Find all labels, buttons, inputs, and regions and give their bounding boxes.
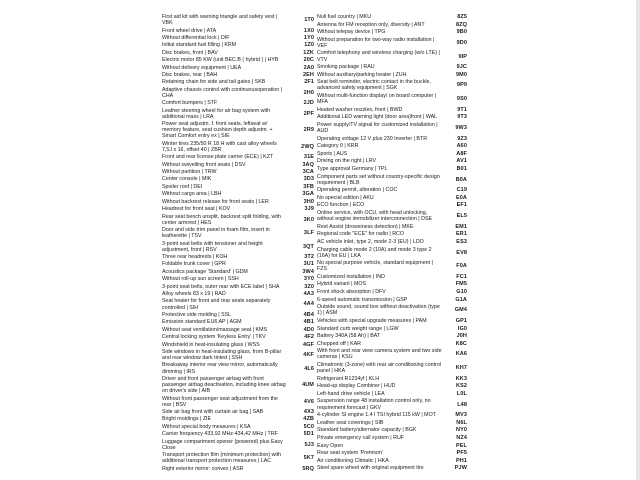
option-code: KS2	[456, 383, 467, 390]
option-row	[162, 416, 314, 422]
option-code: 1Z0	[304, 42, 314, 49]
option-code: A60	[456, 143, 467, 150]
option-row	[317, 458, 467, 464]
option-row	[162, 184, 314, 190]
option-row	[317, 174, 467, 186]
option-description: Battery 340A (58 Ah) | BAT	[317, 333, 381, 340]
option-description: Without seat ventilation/massage seat | KMS	[162, 326, 268, 333]
option-description: Without roll-up sun screen | SSH	[162, 276, 239, 283]
option-row	[162, 241, 314, 253]
option-row	[162, 227, 314, 239]
option-description: Seat belt reminder, electric contact in the buckle, advanced safety equipment | SGK	[317, 79, 431, 92]
option-row	[162, 254, 314, 260]
option-description: Central locking system 'Keyless Entry' | TKV	[162, 334, 266, 341]
option-description: 3-point seat belts with tensioner and height adjustment, front | RSV	[162, 240, 263, 253]
option-row	[317, 231, 467, 237]
option-row	[317, 391, 467, 397]
option-row	[162, 65, 314, 71]
option-description: AC vehicle inlet, type 2, mode 2-3 (EU) | LDO	[317, 238, 424, 245]
option-code: 4A4	[303, 301, 314, 308]
option-row	[317, 29, 467, 35]
option-row	[317, 274, 467, 280]
option-description: Operating voltage 12 V plus 230 Inverter | BTR	[317, 135, 428, 142]
option-description: Power seat adjustm. f. front seats, leftseat w/ memory feature, seat cushion depth adjustm. + Smart Comfort entry ex | SIE	[162, 121, 273, 140]
option-description: Bright moldings | ZIE	[162, 416, 212, 423]
option-row	[162, 396, 314, 408]
option-row	[162, 154, 314, 160]
option-list-right	[317, 14, 467, 472]
option-code: 9B0	[456, 29, 467, 36]
option-code: 9S0	[456, 96, 467, 103]
option-code: 1ZK	[303, 49, 314, 56]
option-description: Comfort telephony and wireless charging (w/o LTE) | VTV	[317, 50, 440, 63]
option-code: 3W4	[302, 268, 314, 275]
option-description: Head-up display Combiner | HUD	[317, 383, 396, 390]
option-code: IG0	[457, 325, 467, 332]
option-code: PJW	[454, 465, 467, 472]
option-code: 20C	[303, 57, 314, 64]
option-row	[162, 319, 314, 325]
option-description: Sports | AUS	[317, 150, 348, 157]
option-row	[317, 435, 467, 441]
option-description: Disc brakes, front | BAV	[162, 49, 218, 56]
option-code: 2PF	[303, 110, 314, 117]
option-row	[162, 466, 314, 472]
option-description: Driver and front passenger airbag with front passenger airbag deactivation, including knee airbag on driver's side | AIB	[162, 375, 286, 395]
option-description: Leather seat coverings | SIB	[317, 419, 384, 426]
option-code: G1A	[455, 296, 467, 303]
option-row	[317, 383, 467, 389]
option-description: First aid kit with warning triangle and safety vest | VBK	[162, 14, 278, 27]
option-code: 4KF	[303, 352, 314, 359]
option-row	[317, 450, 467, 456]
option-code: AV1	[456, 158, 467, 165]
option-description: Rest Assist (drowsiness detection) | MKE	[317, 223, 414, 230]
option-code: 8Z5	[457, 14, 467, 20]
option-code: B0A	[455, 176, 467, 183]
option-code: 5RQ	[302, 465, 314, 472]
option-description: Three rear headrests | KOH	[162, 254, 228, 260]
option-row	[317, 50, 467, 62]
option-description: Driving on the right | LRV	[317, 158, 376, 165]
option-row	[162, 431, 314, 437]
option-row	[162, 162, 314, 168]
option-row	[162, 409, 314, 415]
option-description: Without partition | TRW	[162, 169, 217, 176]
option-description: No special edition | AKU	[317, 194, 374, 201]
option-description: Suspension range 48 installation control only, no requirement forecast | GKV	[317, 398, 431, 411]
option-code: 1T0	[304, 17, 314, 24]
option-row	[162, 191, 314, 197]
option-row	[317, 143, 467, 149]
option-row	[162, 261, 314, 267]
option-code: 4ZB	[303, 416, 314, 423]
option-description: Headrest for front seat | KOV	[162, 206, 231, 213]
option-description: Without multi-function display/ on board computer | MFA	[317, 93, 437, 106]
option-description: Customized installation | IND	[317, 273, 385, 280]
option-row	[317, 37, 467, 49]
option-row	[162, 169, 314, 175]
option-code: K8C	[455, 340, 467, 347]
option-row	[317, 420, 467, 426]
option-description: Refrigerant R1234yf | KLH	[317, 375, 380, 382]
option-row	[162, 452, 314, 464]
option-description: Leather steering wheel for air bag system with additional mass | LRA	[162, 107, 271, 120]
option-code: GP1	[455, 317, 467, 324]
option-code: 2JD	[303, 100, 314, 107]
option-row	[317, 239, 467, 245]
option-description: Without swivelling front seats | DSV	[162, 161, 246, 168]
option-code: 2WQ	[301, 143, 314, 150]
option-code: 9W3	[455, 124, 467, 131]
option-description: Without differential lock | DIF	[162, 34, 230, 41]
option-code: PEL	[456, 442, 467, 449]
option-row	[317, 427, 467, 433]
option-row	[317, 202, 467, 208]
option-description: Additional LED warning light (door area)front | WAL	[317, 114, 438, 121]
option-code: 3U1	[303, 261, 314, 268]
option-code: F0A	[456, 263, 467, 270]
option-row	[162, 35, 314, 41]
option-code: 2H0	[303, 89, 314, 96]
option-row	[162, 141, 314, 153]
option-code: 9Z3	[457, 135, 467, 142]
option-code: GM4	[454, 307, 467, 314]
option-description: Breakaway interior rear view mirror, automatically dimming | IRS	[162, 362, 278, 375]
option-row	[162, 176, 314, 182]
option-code: PH1	[456, 457, 467, 464]
option-row	[317, 247, 467, 259]
option-description: Antenna for FM reception only, diversity | ANT	[317, 21, 425, 28]
option-code: 4B1	[303, 319, 314, 326]
option-row	[162, 334, 314, 340]
page-edge	[636, 0, 640, 480]
option-code: EV8	[456, 249, 467, 256]
option-row	[317, 281, 467, 287]
option-description: Center console | MIK	[162, 176, 212, 183]
option-description: Side windows in heat-insulating glass, from B-pillar and rear window dark tinted | SSH	[162, 348, 282, 362]
option-row	[317, 14, 467, 20]
option-code: 9D0	[456, 39, 467, 46]
option-code: 3T2	[304, 254, 314, 260]
option-code: 4UM	[302, 382, 314, 389]
option-code: 2F1	[304, 79, 314, 86]
option-row	[162, 327, 314, 333]
option-code: 3D3	[303, 176, 314, 183]
option-description: Protective side molding | SSL	[162, 311, 232, 318]
option-description: 4-cylinder SI engine 1.4 l TSI hybrid 115 kW | MOT	[317, 412, 436, 419]
option-row	[162, 298, 314, 310]
option-code: C19	[456, 187, 467, 194]
option-code: ER1	[456, 231, 467, 238]
option-code: L0L	[456, 390, 467, 397]
option-code: 2EH	[303, 71, 314, 78]
option-code: 2A0	[303, 64, 314, 71]
option-code: 3FB	[303, 183, 314, 190]
option-description: Air conditioning Climatic | HKA	[317, 457, 389, 464]
option-description: Spoiler roof | DEI	[162, 183, 203, 190]
option-code: 5D1	[303, 431, 314, 438]
option-code: 4V6	[303, 398, 314, 405]
option-description: Luggage compartment opener (powered) plus Easy Close	[162, 438, 283, 451]
option-row	[162, 284, 314, 290]
option-code: A8F	[456, 150, 467, 157]
option-description: Component parts set without country-specific design requirement | BLB	[317, 173, 440, 186]
option-description: With front and rear view camera system and two side cameras | KSU	[317, 348, 442, 361]
option-row	[162, 206, 314, 212]
option-code: 4F2	[304, 334, 314, 341]
option-row	[317, 158, 467, 164]
option-code: 2R9	[303, 127, 314, 134]
option-row	[162, 100, 314, 106]
option-code: E0A	[456, 194, 467, 201]
option-row	[162, 269, 314, 275]
option-description: Left-hand drive vehicle | LEA	[317, 390, 385, 397]
option-row	[317, 443, 467, 449]
option-description: Front shock absorption | DFV	[317, 289, 386, 296]
option-code: 4B4	[303, 311, 314, 318]
option-description: Side air bag front with curtain air bag | SAB	[162, 409, 264, 416]
option-description: Private emergency call system | RUF	[317, 434, 405, 441]
option-code: 4A3	[303, 291, 314, 298]
option-code: ES3	[456, 238, 467, 245]
option-code: 4X3	[303, 409, 314, 416]
option-description: Rear seat system 'Premium'	[317, 450, 383, 457]
option-code: 3AQ	[302, 161, 314, 168]
option-description: Regional code "ECE" for radio | RCO	[317, 231, 404, 238]
option-row	[162, 50, 314, 56]
option-description: Power supply/TV signal for customized installation | AUD	[317, 121, 438, 134]
option-description: Door and side trim panel in foam film, insert in leatherette | TSV	[162, 227, 270, 240]
option-code: 9JC	[456, 64, 467, 71]
option-code: KK3	[455, 375, 467, 382]
option-code: KH7	[455, 365, 467, 372]
option-description: Easy Open	[317, 442, 344, 449]
option-code: 31E	[303, 154, 314, 161]
option-row	[162, 87, 314, 99]
option-list-left	[162, 14, 314, 472]
option-code: 3J9	[304, 206, 314, 213]
option-description: Hybrid variant | MOS	[317, 281, 367, 288]
option-description: Steel spare wheel with original equipment tire	[317, 465, 424, 472]
option-row	[162, 121, 314, 139]
option-description: Winter tires 235/50 R 18 H with cast alloy wheels 7,5J x 16, offset 40 | ZBR	[162, 140, 277, 153]
option-description: Emission standard EU6 AP | AGM	[162, 319, 242, 326]
option-description: Carrier frequency 433,92 MHz-434,42 MHz | TRF	[162, 431, 278, 438]
option-description: No special purpose vehicle, standard equipment | FZS	[317, 260, 433, 273]
option-code: 9IP	[458, 53, 467, 60]
option-description: Without auxiliary/parking heater | ZUH	[317, 71, 407, 78]
option-code: 5K7	[303, 455, 314, 462]
option-description: Transport protection film (minimum protection) with additional transport protection measures | LAC	[162, 452, 282, 465]
option-row	[317, 465, 467, 471]
option-code: EF1	[456, 202, 467, 209]
option-description: Without telepay device | TPG	[317, 29, 386, 36]
option-row	[317, 166, 467, 172]
option-row	[162, 376, 314, 394]
option-description: Disc brakes, rear | BAH	[162, 71, 218, 78]
option-code: EL5	[456, 213, 467, 220]
option-code: 4GF	[303, 341, 314, 348]
option-code: B01	[456, 165, 467, 172]
option-code: 1Y0	[303, 34, 314, 41]
option-description: Charging cable mode 2 (10A) and mode 3 type 2 (16A) for EU | LKA	[317, 246, 432, 259]
option-code: FC1	[456, 273, 467, 280]
option-description: Without preparation for two-way radio installation | VEF	[317, 36, 435, 49]
option-description: Climatronic (3-zone) with rear air conditioning control panel | HKA	[317, 362, 441, 375]
option-row	[317, 151, 467, 157]
option-description: Without front passenger seat adjustment from the rear | BSV	[162, 395, 279, 408]
option-row	[317, 224, 467, 230]
option-code: 9M0	[456, 71, 467, 78]
option-row	[317, 333, 467, 339]
option-description: Outside sound, sound box without deactivation (type 1) | ASM	[317, 304, 440, 317]
option-description: Online service, with OCU, with head unlocking, without engine immobilizer interconnection | DSE	[317, 210, 433, 223]
option-row	[317, 362, 467, 374]
option-row	[162, 42, 314, 48]
option-row	[162, 439, 314, 451]
option-description: 6-speed automatic transmission | GSP	[317, 296, 408, 303]
option-row	[317, 412, 467, 418]
option-row	[317, 210, 467, 222]
option-code: 3GA	[302, 191, 314, 198]
option-row	[162, 312, 314, 318]
option-row	[317, 195, 467, 201]
option-description: Foldable trunk cover | GPR	[162, 261, 226, 268]
option-code: 5J3	[304, 441, 314, 448]
option-row	[162, 108, 314, 120]
option-row	[317, 122, 467, 134]
option-description: Retaining chain for side and tail gates | SKB	[162, 79, 266, 86]
option-row	[317, 107, 467, 113]
option-row	[317, 22, 467, 28]
option-code: FM5	[455, 281, 467, 288]
option-row	[317, 318, 467, 324]
option-description: Without delivery equipment | UEA	[162, 64, 242, 71]
option-description: Front and rear license plate carrier (ECE) | KZT	[162, 154, 274, 161]
option-description: Operating permit, alteration | COC	[317, 187, 398, 194]
option-row	[317, 326, 467, 332]
option-description: Rear seat bench unsplit, backrest split folding, with center armrest | HES	[162, 213, 281, 226]
option-row	[317, 341, 467, 347]
option-row	[317, 348, 467, 360]
option-description: 3-point seat belts, outer rear with ECE label | SHA	[162, 283, 280, 290]
option-row	[162, 79, 314, 85]
option-description: ECO function | ECO	[317, 202, 365, 209]
option-row	[317, 398, 467, 410]
option-description: Seat heater for front and rear seats separately controlled | SIH	[162, 298, 271, 311]
option-row	[317, 136, 467, 142]
option-row	[317, 79, 467, 91]
option-code: 3Z0	[304, 283, 314, 290]
option-row	[162, 72, 314, 78]
option-code: 9P9	[456, 82, 467, 89]
option-code: 3QT	[303, 243, 314, 250]
option-row	[162, 424, 314, 430]
option-row	[162, 57, 314, 63]
option-description: Heated washer nozzles, front | BWD	[317, 106, 403, 113]
option-code: NZ4	[456, 434, 467, 441]
option-description: Windshield in heat-insulating glass | WSS	[162, 341, 260, 348]
option-row	[162, 349, 314, 361]
option-row	[317, 297, 467, 303]
option-description: Vehicles with special upgrade measures | PAM	[317, 317, 427, 324]
option-row	[162, 14, 314, 26]
option-row	[162, 28, 314, 34]
option-description: Null fuel country | MKU	[317, 14, 372, 20]
option-description: Front wheel drive | ATA	[162, 27, 217, 34]
option-code: N6L	[456, 419, 467, 426]
option-row	[317, 187, 467, 193]
option-code: 3Y0	[303, 276, 314, 283]
option-code: 4D0	[303, 326, 314, 333]
option-description: Without backrest release for front seats | LER	[162, 198, 269, 205]
option-description: Smoking package | RAU	[317, 64, 375, 71]
option-row	[317, 93, 467, 105]
option-code: 1X0	[303, 27, 314, 34]
option-code: NY0	[456, 427, 467, 434]
option-code: 3CA	[302, 169, 314, 176]
option-row	[162, 276, 314, 282]
option-code: 9T3	[457, 114, 467, 121]
option-code: L48	[457, 401, 467, 408]
option-code: 3H0	[303, 198, 314, 205]
option-row	[317, 114, 467, 120]
option-row	[317, 289, 467, 295]
option-description: Adaptive chassis control with continuousoperation | CHA	[162, 86, 283, 99]
option-description: Chopped off | KAR	[317, 340, 361, 347]
option-row	[162, 362, 314, 374]
option-description: Type approval Germany | TPL	[317, 165, 388, 172]
option-description: Initial standard fuel filling | KRM	[162, 42, 237, 49]
option-code: KA6	[455, 351, 467, 358]
option-code: 5C0	[303, 423, 314, 430]
option-description: Alloy wheels 83 x 19 | RAD	[162, 291, 226, 298]
option-row	[162, 199, 314, 205]
option-row	[317, 376, 467, 382]
option-row	[317, 64, 467, 70]
option-description: Without cargo area | LBH	[162, 191, 222, 198]
option-description: Acoustics package 'Standard' | GDM	[162, 268, 248, 275]
option-description: Right exterior mirror: convex | ASR	[162, 465, 244, 472]
option-description: Standard curb weight range | LGW	[317, 325, 399, 332]
option-row	[317, 260, 467, 272]
option-description: Category 0 | KRR	[317, 143, 359, 150]
option-row	[162, 291, 314, 297]
option-code: 3LF	[303, 230, 314, 237]
option-code: EM1	[455, 223, 467, 230]
option-code: 3K0	[303, 216, 314, 223]
option-code: 9T1	[457, 106, 467, 113]
option-code: G10	[456, 289, 467, 296]
option-row	[162, 342, 314, 348]
option-row	[162, 214, 314, 226]
option-row	[317, 72, 467, 78]
option-code: 8ZQ	[456, 21, 467, 28]
option-code: MV3	[455, 412, 467, 419]
option-description: Electric motor 85 KW (unit BEC.B ( hybrid ) | HYB	[162, 57, 279, 64]
option-row	[317, 304, 467, 316]
option-code: J0H	[456, 333, 467, 340]
option-code: PF5	[456, 450, 467, 457]
option-code: 4L6	[304, 365, 314, 372]
option-description: Without special body measures | KSA	[162, 423, 251, 430]
option-description: Standard battery/alternator capacity | BGK	[317, 427, 417, 434]
option-description: Comfort bumpers | STF	[162, 100, 218, 107]
